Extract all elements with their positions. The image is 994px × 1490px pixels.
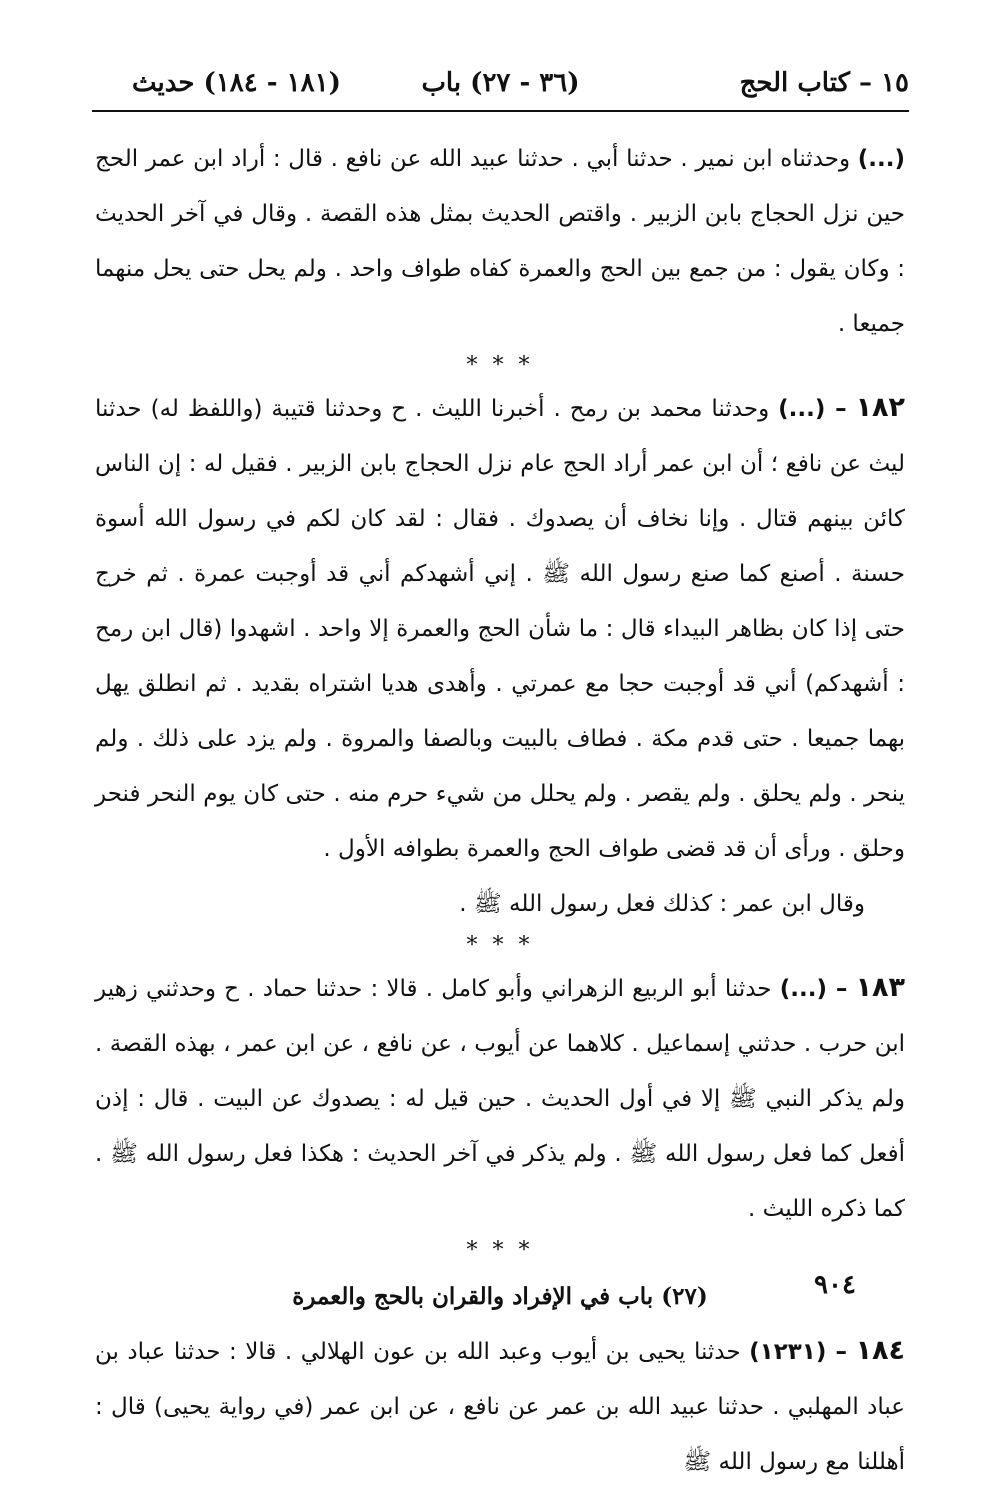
hadith-text: وحدثناه ابن نمير . حدثنا أبي . حدثنا عبيد الله عن نافع . قال : أراد ابن عمر الحج حين نزل الحجاج بابن الزبير . واقتص الحديث بمثل هذه القصة . وقال في آخر الحديث : وكان يقول : من جمع بين الحج والعمرة كفاه طواف واحد . ولم يحل حتى يحل منهما جميعا . <box>95 146 905 337</box>
header-chapter-range: (٣٦ - ٢٧) باب <box>421 68 580 98</box>
hadith-text: وقال ابن عمر : كذلك فعل رسول الله ﷺ . <box>459 891 865 917</box>
header-divider <box>92 110 909 112</box>
hadith-paragraph <box>95 1323 905 1490</box>
hadith-intro: – (...) <box>778 396 847 422</box>
chapter-heading: (٢٧) باب في الإفراد والقران بالحج والعمرة <box>292 1283 708 1310</box>
hadith-paragraph <box>95 132 905 352</box>
hadith-intro: (...) <box>857 146 906 172</box>
separator-stars: * * * <box>466 933 534 958</box>
hadith-number: ١٨٣ <box>855 972 906 1003</box>
hadith-paragraph <box>95 380 905 877</box>
page-number: ٩٠٤ <box>814 1270 856 1300</box>
hadith-number: ١٨٤ <box>855 1335 906 1366</box>
hadith-intro: – (١٢٣١) <box>749 1339 848 1365</box>
separator-stars: * * * <box>466 1238 534 1263</box>
hadith-intro: – (...) <box>779 976 848 1002</box>
header-hadith-range: (١٨١ - ١٨٤) حديث <box>132 68 341 98</box>
hadith-text: وحدثنا محمد بن رمح . أخبرنا الليث . ح وحدثنا قتيبة (واللفظ له) حدثنا ليث عن نافع ؛ أن ابن عمر أراد الحج عام نزل الحجاج بابن الزبير . فقيل له : إن الناس كائن بينهم قتال . وإنا نخاف أن يصدوك . فقال : لقد كان لكم في رسول الله أسوة حسنة . أصنع كما صنع رسول الله ﷺ . إني أشهدكم أني قد أوجبت عمرة . ثم خرج حتى إذا كان بظاهر البيداء قال : ما شأن الحج والعمرة إلا واحد . اشهدوا (قال ابن رمح : أشهدكم) أني قد أوجبت حجا مع عمرتي . وأهدى هديا اشتراه بقديد . ثم انطلق يهل بهما جميعا . حتى قدم مكة . فطاف بالبيت وبالصفا والمروة . ولم يزد على ذلك . ولم ينحر . ولم يحلق . ولم يقصر . ولم يحلل من شيء حرم منه . حتى كان يوم النحر فنحر وحلق . ورأى أن قد قضى طواف الحج والعمرة بطوافه الأول . <box>95 396 905 862</box>
hadith-number: ١٨٢ <box>855 392 906 423</box>
running-header <box>92 62 909 106</box>
header-book-title: ١٥ – كتاب الحج <box>739 68 909 98</box>
hadith-text: حدثنا يحيى بن أيوب وعبد الله بن عون الهلالي . قالا : حدثنا عباد بن عباد المهلبي . حدثنا عبيد الله بن عمر عن نافع ، عن ابن عمر (في رواية يحيى) قال : أهللنا مع رسول الله ﷺ <box>95 1339 905 1475</box>
page-body <box>95 132 905 1490</box>
hadith-paragraph <box>95 877 905 932</box>
hadith-text: حدثنا أبو الربيع الزهراني وأبو كامل . قالا : حدثنا حماد . ح وحدثني زهير ابن حرب . حدثني إسماعيل . كلاهما عن أيوب ، عن نافع ، عن ابن عمر ، بهذه القصة . ولم يذكر النبي ﷺ إلا في أول الحديث . حين قيل له : يصدوك عن البيت . قال : إذن أفعل كما فعل رسول الله ﷺ . ولم يذكر في آخر الحديث : هكذا فعل رسول الله ﷺ . كما ذكره الليث . <box>95 976 905 1222</box>
hadith-paragraph <box>95 960 905 1237</box>
separator-stars: * * * <box>466 353 534 378</box>
